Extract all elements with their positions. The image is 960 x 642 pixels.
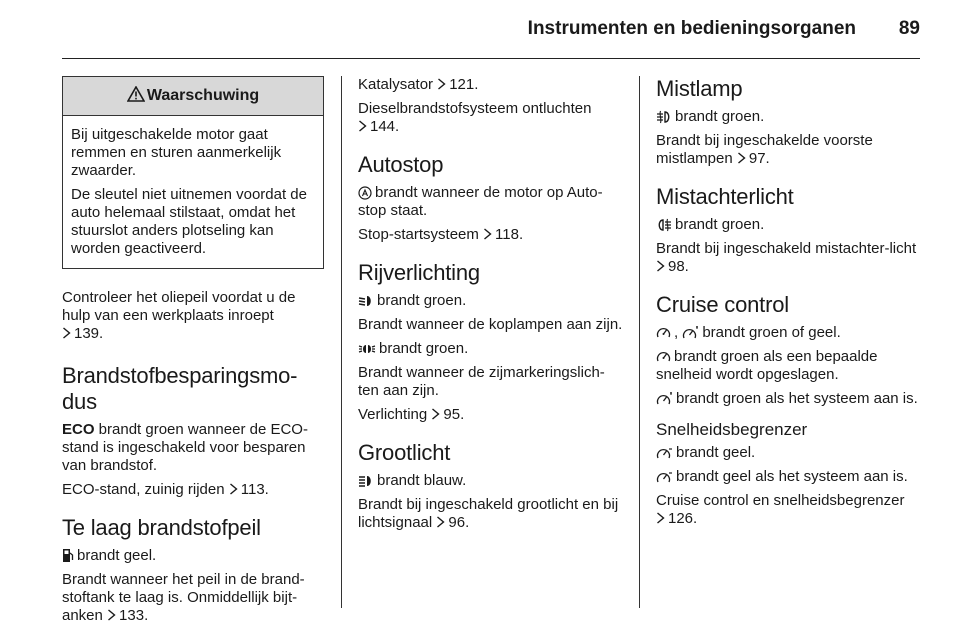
startstop-reference: 118. (495, 226, 524, 243)
high-beam-icon (358, 474, 374, 488)
rear-fog-paragraph: Brandt bij ingeschakeld mistachter-licht 98. (656, 240, 917, 275)
page-reference-icon (656, 512, 665, 524)
eco-paragraph: ECO brandt groen wanneer de ECO-stand is ingeschakeld voor besparen van brandstof. (62, 421, 308, 474)
speed-limiter-reference-paragraph: Cruise control en snelheidsbegrenzer 126. (656, 492, 905, 527)
speed-limiter-reference: 126. (668, 510, 698, 527)
rear-fog-status: brandt groen. (656, 216, 922, 234)
lighting-reference: 95. (443, 406, 465, 423)
cruise-set-paragraph: brandt groen als een bepaalde snelheid wordt opgeslagen. (656, 348, 878, 383)
page-reference-icon (437, 78, 446, 90)
page-number: 89 (898, 18, 920, 39)
autostop-heading: Autostop (358, 152, 444, 177)
page-reference-icon (656, 260, 665, 272)
startstop-paragraph: Stop-startsysteem 118. (358, 226, 524, 243)
page-reference-icon (737, 152, 746, 164)
warning-title: Waarschuwing (146, 87, 260, 104)
high-beam-reference: 96. (448, 514, 470, 531)
autostop-paragraph: brandt wanneer de motor op Auto-stop staat. (358, 184, 603, 219)
page-title: Instrumenten en bedieningsorganen (527, 18, 856, 39)
speed-limiter-status: brandt geel. (656, 444, 922, 462)
fuel-heading: Te laag brandstofpeil (62, 515, 261, 540)
cruise-control-active-icon (656, 392, 673, 406)
oil-paragraph: Controleer het oliepeil voordat u de hulp van een werkplaats inroept 139. (62, 289, 296, 342)
autostop-icon (358, 186, 372, 200)
low-beam-status: brandt groen. (358, 292, 624, 310)
eco-reference-paragraph: ECO-stand, zuinig rijden 113. (62, 481, 269, 498)
catalytic-paragraph: Katalysator 121. (358, 76, 479, 93)
cruise-on-paragraph: brandt groen als het systeem aan is. (656, 390, 922, 408)
page-reference-icon (62, 327, 71, 339)
driving-lights-heading: Rijverlichting (358, 260, 480, 285)
column-3 (656, 76, 922, 534)
eco-indicator: ECO (62, 421, 95, 438)
cruise-control-active-icon (682, 326, 699, 340)
page-header (62, 14, 920, 59)
fog-lamp-reference: 97. (748, 150, 770, 167)
page-reference-icon (229, 483, 238, 495)
eco-heading: Brandstofbesparingsmo-dus (62, 363, 298, 414)
lighting-reference-paragraph: Verlichting 95. (358, 406, 465, 423)
rear-fog-icon (656, 218, 672, 232)
page-reference-icon (358, 120, 367, 132)
speed-limiter-icon (656, 470, 673, 484)
page-reference-icon (107, 609, 116, 621)
diesel-reference: 144. (370, 118, 400, 135)
column-divider (639, 76, 640, 608)
fog-lamp-heading: Mistlamp (656, 76, 743, 101)
oil-reference: 139. (74, 325, 104, 342)
warning-header (63, 77, 323, 116)
rear-fog-reference: 98. (668, 258, 689, 275)
diesel-paragraph: Dieselbrandstofsysteem ontluchten 144. (358, 100, 592, 135)
speed-limiter-on-paragraph: brandt geel als het systeem aan is. (656, 468, 922, 486)
page-reference-icon (436, 516, 445, 528)
fog-lamp-paragraph: Brandt bij ingeschakelde voorste mistlampen 97. (656, 132, 873, 167)
cruise-control-icon (656, 326, 671, 340)
warning-box (62, 76, 324, 269)
page-reference-icon (483, 228, 492, 240)
fuel-reference: 133. (119, 607, 149, 624)
eco-reference: 113. (240, 481, 269, 498)
cruise-control-icon (656, 350, 671, 364)
fuel-pump-icon (62, 548, 74, 563)
side-lights-icon (358, 342, 376, 356)
fog-lamp-status: brandt groen. (656, 108, 922, 126)
column-1 (62, 76, 324, 631)
page-reference-icon (431, 408, 440, 420)
high-beam-paragraph: Brandt bij ingeschakeld grootlicht en bij lichtsignaal 96. (358, 496, 619, 531)
side-lights-status: brandt groen. (358, 340, 624, 358)
side-lights-paragraph: Brandt wanneer de zijmarkeringslich-ten aan zijn. (358, 364, 605, 399)
low-beam-paragraph: Brandt wanneer de koplampen aan zijn. (358, 316, 623, 333)
cruise-control-heading: Cruise control (656, 292, 789, 317)
warning-icon (127, 86, 145, 102)
speed-limiter-icon (656, 446, 673, 460)
fuel-status-paragraph: brandt geel. (62, 547, 324, 565)
speed-limiter-heading: Snelheidsbegrenzer (656, 420, 808, 439)
low-beam-icon (358, 294, 374, 308)
catalytic-reference: 121. (449, 76, 479, 93)
front-fog-icon (656, 110, 672, 124)
warning-text-2: De sleutel niet uitnemen voordat de auto helemaal stilstaat, omdat het stuurslot anders plotseling kan worden geactiveerd. (71, 186, 307, 257)
fuel-paragraph: Brandt wanneer het peil in de brand-stoftank te laag is. Onmiddellijk bijt-anken 133. (62, 571, 305, 624)
column-divider (341, 76, 342, 608)
rear-fog-heading: Mistachterlicht (656, 184, 794, 209)
cruise-status: , brandt groen of geel. (656, 324, 922, 342)
high-beam-heading: Grootlicht (358, 440, 451, 465)
column-2 (358, 76, 624, 538)
warning-text-1: Bij uitgeschakelde motor gaat remmen en sturen aanmerkelijk zwaarder. (71, 126, 282, 179)
high-beam-status: brandt blauw. (358, 472, 624, 490)
